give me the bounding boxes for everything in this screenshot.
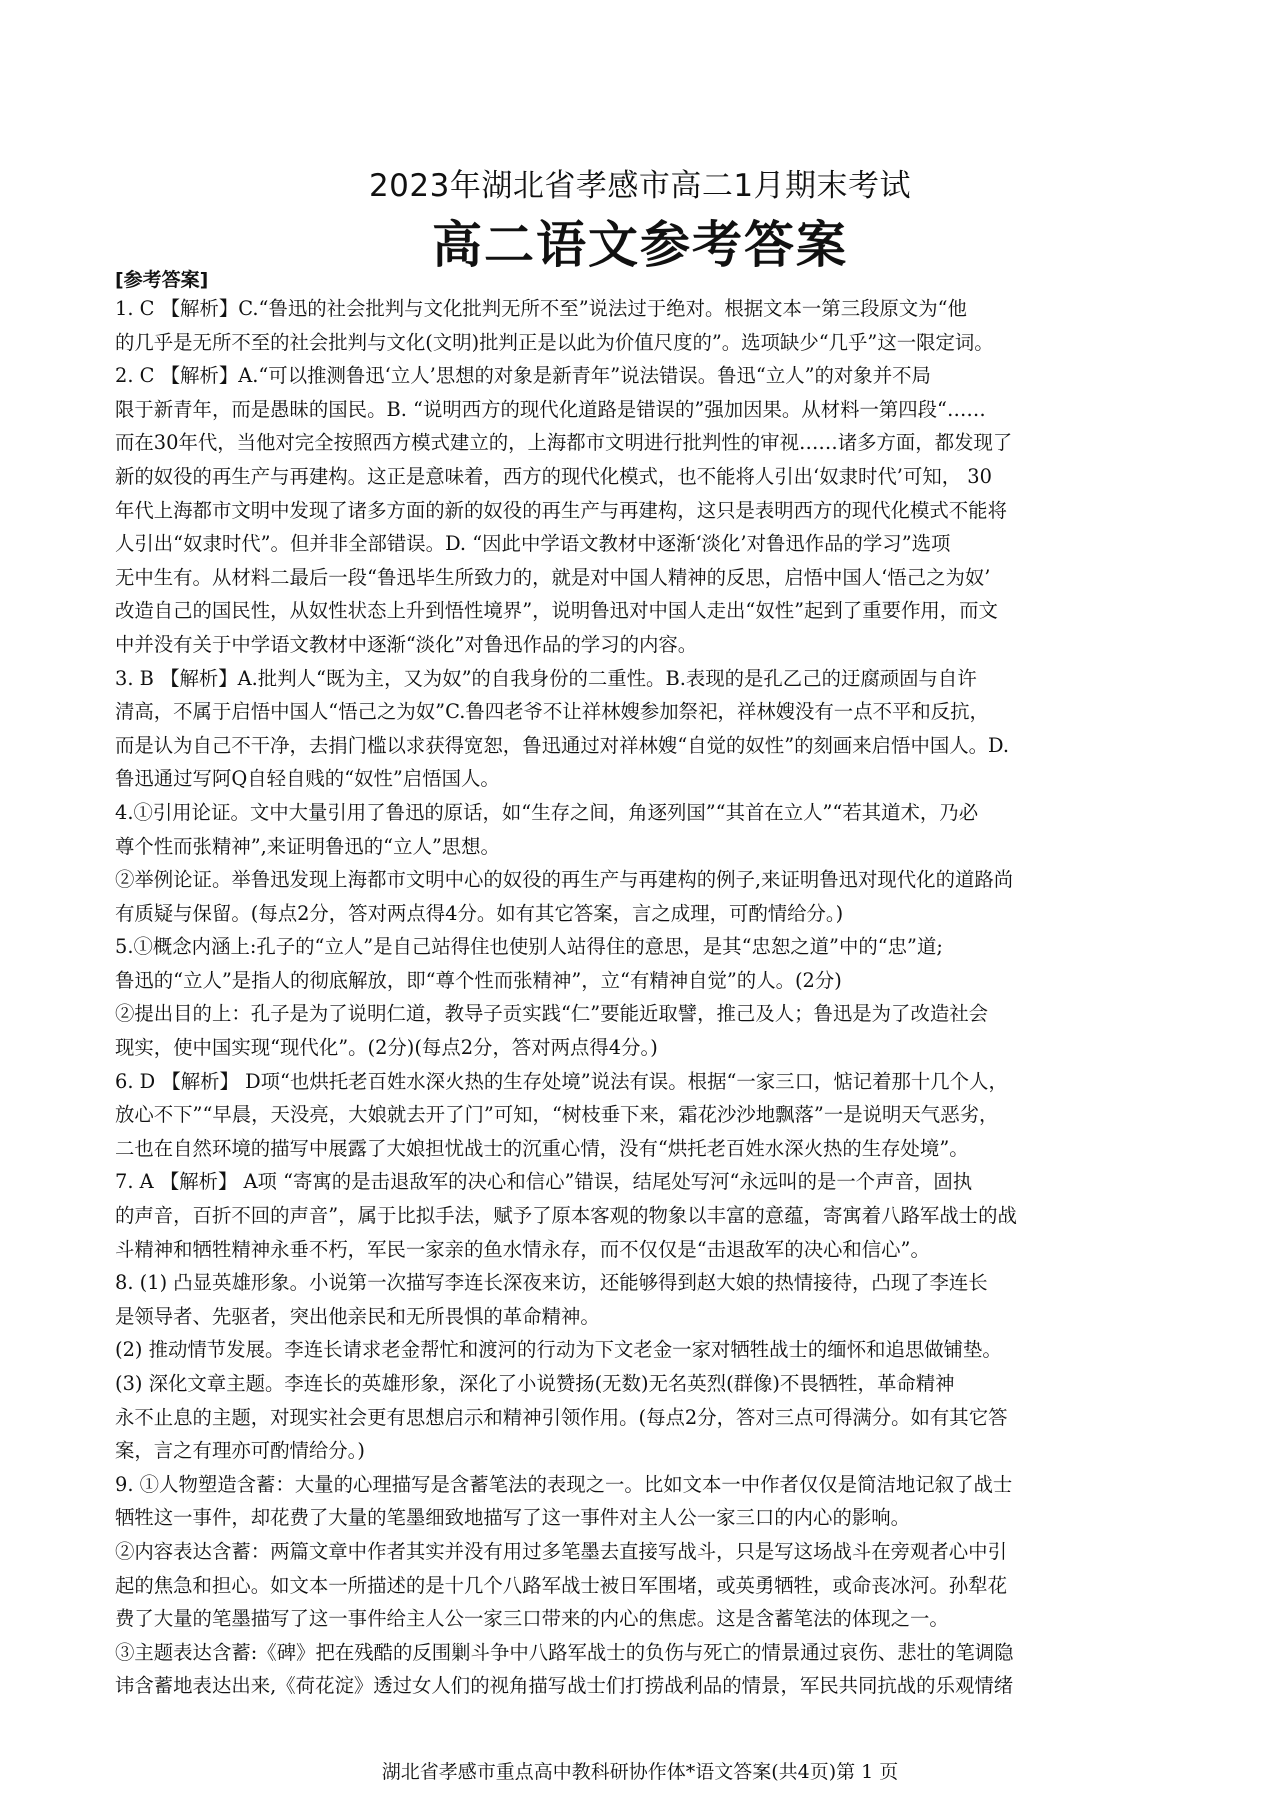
text-line: 无中生有。从材料二最后一段“鲁迅毕生所致力的，就是对中国人精神的反思，启悟中国人‘悟己之为奴’ xyxy=(115,565,991,589)
text-line: 二也在自然环境的描写中展露了大娘担忧战士的沉重心情，没有“烘托老百姓水深火热的生存处境”。 xyxy=(115,1136,969,1160)
text-line: 讳含蓄地表达出来,《荷花淀》透过女人们的视角描写战士们打捞战利品的情景，军民共同抗战的乐观情绪 xyxy=(115,1674,1014,1698)
text-line: 限于新青年，而是愚昧的国民。B. “说明西方的现代化道路是错误的”强加因果。从材料一第四段“…… xyxy=(115,397,986,421)
text-line: 而在30年代，当他对完全按照西方模式建立的，上海都市文明进行批判性的审视……诸多方面，都发现了 xyxy=(115,431,1013,455)
text-line: 改造自己的国民性，从奴性状态上升到悟性境界”，说明鲁迅对中国人走出“奴性”起到了重要作用，而文 xyxy=(115,599,998,623)
text-line: 3. B 【解析】A.批判人“既为主，又为奴”的自我身份的二重性。B.表现的是孔乙己的迂腐顽固与自许 xyxy=(115,666,977,690)
text-line: ③主题表达含蓄:《碑》把在残酷的反围剿斗争中八路军战士的负伤与死亡的情景通过哀伤、悲壮的笔调隐 xyxy=(115,1640,1014,1664)
text-line: (2) 推动情节发展。李连长请求老金帮忙和渡河的行动为下文老金一家对牺牲战士的缅怀和追思做铺垫。 xyxy=(115,1338,1002,1362)
text-line: 8. (1) 凸显英雄形象。小说第一次描写李连长深夜来访，还能够得到赵大娘的热情接待，凸现了李连长 xyxy=(115,1271,988,1295)
text-line: 斗精神和牺牲精神永垂不朽，军民一家亲的鱼水情永存，而不仅仅是“击退敌军的决心和信心”。 xyxy=(115,1237,930,1261)
text-line: 的几乎是无所不至的社会批判与文化(文明)批判正是以此为价值尺度的”。选项缺少“几乎”这一限定词。 xyxy=(115,330,994,354)
text-line: 清高，不属于启悟中国人“悟己之为奴”C.鲁四老爷不让祥林嫂参加祭祀，祥林嫂没有一点不平和反抗， xyxy=(115,700,989,724)
text-line: 4.①引用论证。文中大量引用了鲁迅的原话，如“生存之间，角逐列国”“其首在立人”“若其道术，乃必 xyxy=(115,800,979,824)
text-line: 尊个性而张精神”,来证明鲁迅的“立人”思想。 xyxy=(115,834,500,858)
text-line: 永不止息的主题，对现实社会更有思想启示和精神引领作用。(每点2分，答对三点可得满分。如有其它答 xyxy=(115,1405,1008,1429)
text-line: 6. D 【解析】 D项“也烘托老百姓水深火热的生存处境”说法有误。根据“一家三口，惦记着那十几个人， xyxy=(115,1069,1008,1093)
text-line: 鲁迅的“立人”是指人的彻底解放，即“尊个性而张精神”，立“有精神自觉”的人。(2分) xyxy=(115,968,842,992)
text-line: 1. C 【解析】C.“鲁迅的社会批判与文化批判无所不至”说法过于绝对。根据文本一第三段原文为“他 xyxy=(115,297,967,320)
text-line: 现实，使中国实现“现代化”。(2分)(每点2分，答对两点得4分。) xyxy=(115,1036,658,1060)
text-line: 而是认为自己不干净，去捐门槛以求获得宽恕，鲁迅通过对祥林嫂“自觉的奴性”的刻画来启悟中国人。D. xyxy=(115,733,1010,757)
text-line: 起的焦急和担心。如文本一所描述的是十几个八路军战士被日军围堵，或英勇牺牲，或命丧冰河。孙犁花 xyxy=(115,1573,1007,1597)
text-line: 9. ①人物塑造含蓄：大量的心理描写是含蓄笔法的表现之一。比如文本一中作者仅仅是简洁地记叙了战士 xyxy=(115,1472,1013,1496)
text-line: 费了大量的笔墨描写了这一事件给主人公一家三口带来的内心的焦虑。这是含蓄笔法的体现之一。 xyxy=(115,1607,949,1631)
page-footer: 湖北省孝感市重点高中教科研协作体*语文答案(共4页)第 1 页 xyxy=(381,1761,899,1783)
text-line: 牺牲这一事件，却花费了大量的笔墨细致地描写了这一事件对主人公一家三口的内心的影响。 xyxy=(115,1506,911,1530)
text-line: 鲁迅通过写阿Q自轻自贱的“奴性”启悟国人。 xyxy=(115,767,500,791)
exam-title: 2023年湖北省孝感市高二1月期末考试 xyxy=(368,168,912,204)
text-line: ②内容表达含蓄：两篇文章中作者其实并没有用过多笔墨去直接写战斗，只是写这场战斗在旁观者心中引 xyxy=(115,1539,1007,1563)
text-line: 7. A 【解析】 A项 “寄寓的是击退敌军的决心和信心”错误，结尾处写河“永远叫的是一个声音，固执 xyxy=(115,1170,973,1194)
text-line: 年代上海都市文明中发现了诸多方面的新的奴役的再生产与再建构，这只是表明西方的现代化模式不能将 xyxy=(115,498,1007,522)
text-line: 中并没有关于中学语文教材中逐渐“淡化”对鲁迅作品的学习的内容。 xyxy=(115,632,698,656)
text-line: 5.①概念内涵上:孔子的“立人”是自己站得住也使别人站得住的意思，是其“忠恕之道”中的“忠”道; xyxy=(115,935,943,959)
text-line: 2. C 【解析】A.“可以推测鲁迅‘立人’思想的对象是新青年”说法错误。鲁迅“立人”的对象并不局 xyxy=(115,364,931,388)
text-line: 放心不下”“早晨，天没亮，大娘就去开了门”可知，“树枝垂下来，霜花沙沙地飘落”一是说明天气恶劣， xyxy=(115,1103,999,1127)
text-line: (3) 深化文章主题。李连长的英雄形象，深化了小说赞扬(无数)无名英烈(群像)不畏牺牲，革命精神 xyxy=(115,1372,955,1395)
text-line: 是领导者、先驱者，突出他亲民和无所畏惧的革命精神。 xyxy=(115,1304,600,1328)
text-line: ②举例论证。举鲁迅发现上海都市文明中心的奴役的再生产与再建构的例子,来证明鲁迅对现代化的道路尚 xyxy=(115,868,1014,892)
text-line: 案，言之有理亦可酌情给分。) xyxy=(115,1439,365,1463)
text-line: 人引出“奴隶时代”。但并非全部错误。D. “因此中学语文教材中逐渐‘淡化’对鲁迅作品的学习”选项 xyxy=(115,532,951,556)
section-label: [参考答案] xyxy=(115,269,209,291)
document-title: 高二语文参考答案 xyxy=(432,216,848,274)
text-line: 新的奴役的再生产与再建构。这正是意味着，西方的现代化模式，也不能将人引出‘奴隶时代’可知， 30 xyxy=(115,464,992,488)
text-line: 的声音，百折不回的声音”，属于比拟手法，赋予了原本客观的物象以丰富的意蕴，寄寓着八路军战士的战 xyxy=(115,1204,1017,1228)
text-line: 有质疑与保留。(每点2分，答对两点得4分。如有其它答案，言之成理，可酌情给分。) xyxy=(115,901,844,925)
answer-body xyxy=(115,292,1175,1703)
text-line: ②提出目的上：孔子是为了说明仁道，教导子贡实践“仁”要能近取譬，推己及人；鲁迅是为了改造社会 xyxy=(115,1002,989,1026)
